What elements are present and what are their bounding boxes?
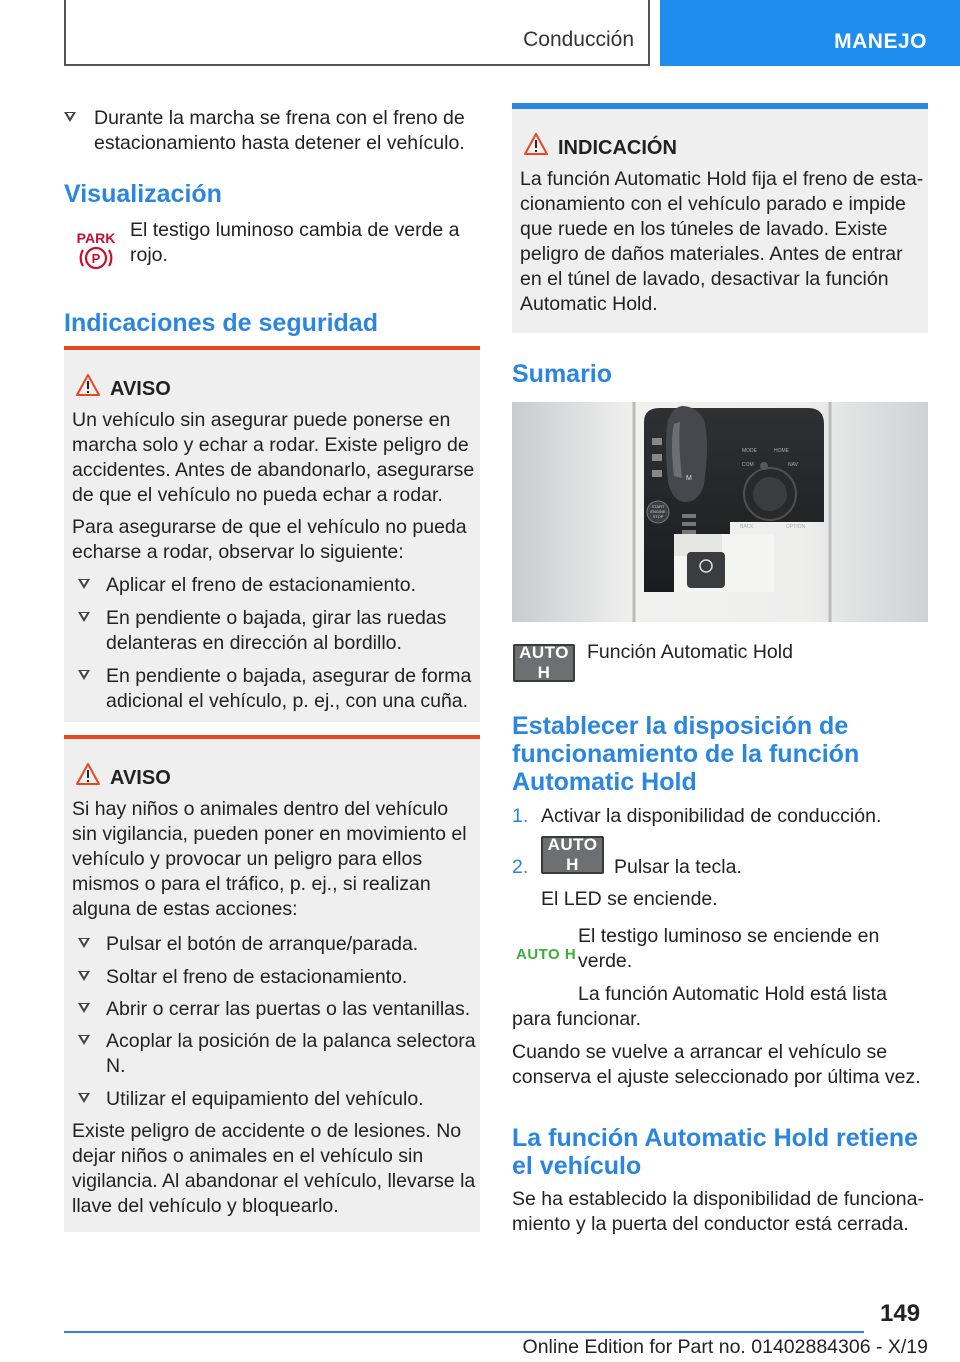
step-1-text: Activar la disponibilidad de conducción.: [541, 805, 882, 827]
svg-text:OPTION: OPTION: [786, 524, 806, 530]
svg-text:STOP: STOP: [652, 514, 664, 519]
page-number: 149: [880, 1300, 921, 1327]
svg-text:COM: COM: [742, 462, 754, 468]
warning-triangle-icon: [76, 763, 100, 790]
aviso-2-title: AVISO: [110, 767, 171, 789]
triangle-bullet-icon: [64, 112, 76, 122]
svg-text:M: M: [686, 475, 692, 482]
sumario-caption: Función Automatic Hold: [587, 641, 793, 663]
header-section: Conducción: [523, 28, 634, 51]
svg-text:HOME: HOME: [774, 448, 789, 454]
aviso-1-para-2: Para asegurarse de que el vehículo no pueda echarse a rodar, observar lo siguiente:: [72, 516, 467, 563]
list-item: Pulsar el botón de arranque/parada.: [78, 932, 476, 957]
header-section-box: [64, 0, 650, 66]
triangle-bullet-icon: [78, 670, 90, 680]
establecer-title: Establecer la disposición de funcionamiento de la función Automatic Hold: [512, 712, 860, 796]
visualizacion-text: El testigo luminoso cambia de verde a rojo.: [130, 219, 460, 266]
footer-divider: [64, 1331, 864, 1333]
list-item: Abrir o cerrar las puertas o las ventanillas.: [78, 997, 476, 1022]
step-2-text: Pulsar la tecla.: [614, 856, 742, 878]
intro-bullet: Durante la marcha se frena con el freno de estacionamiento hasta detener el vehículo.: [64, 106, 480, 156]
auto-h-button-label: AUTO H: [547, 835, 598, 874]
park-label: PARK: [76, 230, 116, 246]
indicacion-text: La función Automatic Hold fija el freno de estacionamiento con el vehículo parado e impide que ruede en los túneles de lavado. Existe peligro de daños materiales. Antes de entrar en el túnel de lavado, desactivar la función Automatic Hold.: [520, 168, 924, 315]
retiene-title: La función Automatic Hold retiene el vehículo: [512, 1124, 919, 1180]
list-item: Aplicar el freno de estacionamiento.: [78, 573, 476, 598]
seguridad-title: Indicaciones de seguridad: [64, 309, 378, 337]
aviso-box-1: [64, 346, 480, 722]
warning-triangle-icon: [524, 133, 548, 160]
warning-triangle-icon: [76, 374, 100, 401]
triangle-bullet-icon: [78, 971, 90, 981]
list-item: Acoplar la posición de la palanca selectora N.: [78, 1029, 476, 1079]
aviso-1-title: AVISO: [110, 378, 171, 400]
aviso-2-para-1: Si hay niños o animales dentro del vehículo sin vigilancia, pueden poner en movimiento el vehículo y provocar un peligro para ellos mismos o para el tráfico, p. ej., si realizan alguna de estas acciones:: [72, 798, 467, 920]
svg-text:MODE: MODE: [742, 448, 757, 454]
led-text: El LED se enciende.: [541, 888, 718, 910]
triangle-bullet-icon: [78, 938, 90, 948]
indicator-text: El testigo luminoso se enciende en verde.: [578, 925, 880, 972]
svg-text:P: P: [91, 251, 101, 266]
visualizacion-title: Visualización: [64, 180, 222, 208]
restart-text: Cuando se vuelve a arrancar el vehículo se conserva el ajuste seleccionado por última vez.: [512, 1041, 921, 1088]
header-chapter-box: [660, 0, 960, 66]
auto-h-button-image: [541, 836, 604, 874]
aviso-1-para-1: Un vehículo sin asegurar puede ponerse en marcha solo y echar a rodar. Existe peligro de accidentes. Antes de abandonarlo, asegurarse de que el vehículo no pueda echar a rodar.: [72, 409, 475, 506]
footer-edition: Online Edition for Part no. 01402884306 - X/19: [522, 1336, 928, 1358]
triangle-bullet-icon: [78, 579, 90, 589]
auto-h-indicator-icon: AUTO H: [516, 946, 577, 963]
svg-text:NAV: NAV: [788, 462, 798, 468]
park-brake-indicator-icon: [73, 226, 119, 272]
auto-h-button-image: [513, 644, 575, 682]
gear-selector-photo: [512, 402, 928, 622]
header-chapter: MANEJO: [834, 30, 927, 53]
triangle-bullet-icon: [78, 1003, 90, 1013]
ready-text: La función Automatic Hold está lista para funcionar.: [512, 983, 887, 1030]
list-item: Soltar el freno de estacionamiento.: [78, 965, 476, 990]
step-2-number: 2.: [512, 856, 529, 878]
aviso-2-para-2: Existe peligro de accidente o de lesiones. No dejar niños o animales en el vehículo sin vigilancia. Al abandonar el vehículo, llevarse la llave del vehículo y bloquearlo.: [72, 1120, 476, 1217]
triangle-bullet-icon: [78, 612, 90, 622]
sumario-title: Sumario: [512, 360, 613, 388]
list-item: Utilizar el equipamiento del vehículo.: [78, 1087, 476, 1112]
step-1-number: 1.: [512, 805, 529, 827]
triangle-bullet-icon: [78, 1035, 90, 1045]
triangle-bullet-icon: [78, 1093, 90, 1103]
svg-text:START: START: [651, 504, 665, 509]
indicacion-title: INDICACIÓN: [558, 137, 677, 159]
auto-h-button-label: AUTO H: [519, 643, 569, 682]
svg-text:BACK: BACK: [740, 524, 754, 530]
retiene-text: Se ha establecido la disponibilidad de funcionamiento y la puerta del conductor está cerrada.: [512, 1188, 924, 1235]
list-item: En pendiente o bajada, girar las ruedas delanteras en dirección al bordillo.: [78, 606, 476, 656]
svg-text:ENGINE: ENGINE: [650, 509, 666, 514]
indicacion-box: [512, 103, 928, 333]
list-item: En pendiente o bajada, asegurar de forma adicional el vehículo, p. ej., con una cuña.: [78, 664, 476, 714]
aviso-box-2: [64, 735, 480, 1232]
